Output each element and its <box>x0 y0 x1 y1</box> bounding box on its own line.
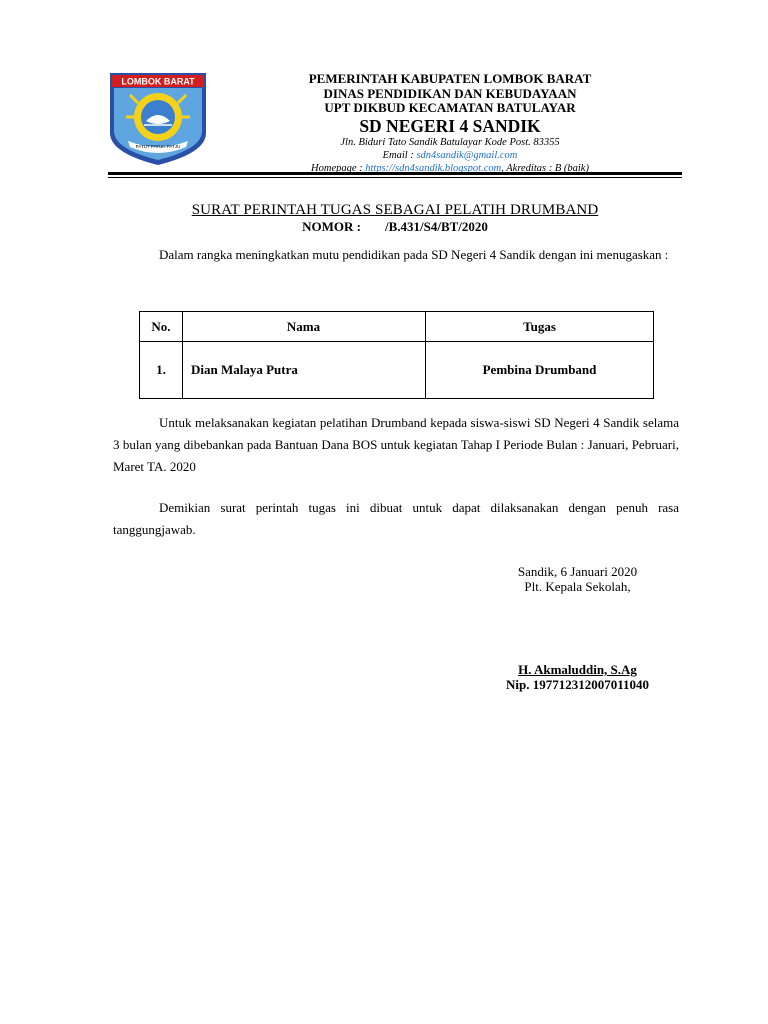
header-nama: Nama <box>183 312 426 342</box>
signature-position: Plt. Kepala Sekolah, <box>524 579 631 594</box>
intro-text: Dalam rangka meningkatkan mutu pendidikan pada SD Negeri 4 Sandik dengan ini menugaskan : <box>159 247 669 262</box>
letterhead-rule-thin <box>108 177 682 178</box>
letter-number <box>108 219 682 235</box>
letterhead-line-2: DINAS PENDIDIKAN DAN KEBUDAYAAN <box>323 85 577 101</box>
letterhead-line-3: UPT DIKBUD KECAMATAN BATULAYAR <box>324 100 576 115</box>
header-tugas: Tugas <box>426 312 654 342</box>
homepage-label: Homepage : <box>311 162 366 174</box>
cell-tugas: Pembina Drumband <box>426 342 654 399</box>
letter-title: SURAT PERINTAH TUGAS SEBAGAI PELATIH DRUMBAND <box>191 202 599 218</box>
school-address: Jln. Biduri Tato Sandik Batulayar Kode Post. 83355 <box>340 136 560 148</box>
body-paragraph-3 <box>113 497 679 541</box>
paragraph-2-text: Untuk melaksanakan kegiatan pelatihan Drumband kepada siswa-siswi SD Negeri 4 Sandik selama 3 bulan yang dibebankan pada Bantuan Dana BOS untuk kegiatan Tahap I Periode Bulan : Januari, Pebruari, Maret TA. 2020 <box>113 415 679 474</box>
accreditation: , Akreditas : B (baik) <box>501 162 589 174</box>
signature-place-date: Sandik, 6 Januari 2020 <box>517 564 638 579</box>
school-email-line <box>230 149 670 162</box>
body-paragraph-2 <box>113 412 679 478</box>
table-row <box>140 342 654 399</box>
intro-paragraph <box>113 244 679 266</box>
logo-motto: PATUT PATUH PATJU <box>135 144 181 149</box>
cell-nama: Dian Malaya Putra <box>183 342 426 399</box>
letterhead-rule-thick <box>108 172 682 175</box>
lombok-barat-emblem <box>108 71 208 167</box>
assignment-table <box>139 311 654 399</box>
school-name: SD NEGERI 4 SANDIK <box>359 115 541 136</box>
table-header-row <box>140 312 654 342</box>
letterhead <box>230 72 670 175</box>
signatory-name: H. Akmaluddin, S.Ag <box>518 662 637 677</box>
email-label: Email : <box>382 149 417 161</box>
letterhead-line-1: PEMERINTAH KABUPATEN LOMBOK BARAT <box>308 71 592 86</box>
signatory-nip: Nip. 197712312007011040 <box>505 677 649 692</box>
paragraph-3-text: Demikian surat perintah tugas ini dibuat untuk dapat dilaksanakan dengan penuh rasa tanggungjawab. <box>113 500 679 537</box>
letter-number-value: /B.431/S4/BT/2020 <box>384 219 488 234</box>
header-no: No. <box>140 312 183 342</box>
homepage-link[interactable]: https://sdn4sandik.blogspot.com <box>365 162 502 174</box>
letter-number-label: NOMOR : <box>302 219 361 234</box>
cell-no: 1. <box>140 342 183 399</box>
email-link[interactable]: sdn4sandik@gmail.com <box>416 149 518 161</box>
logo-text: LOMBOK BARAT <box>121 76 195 87</box>
